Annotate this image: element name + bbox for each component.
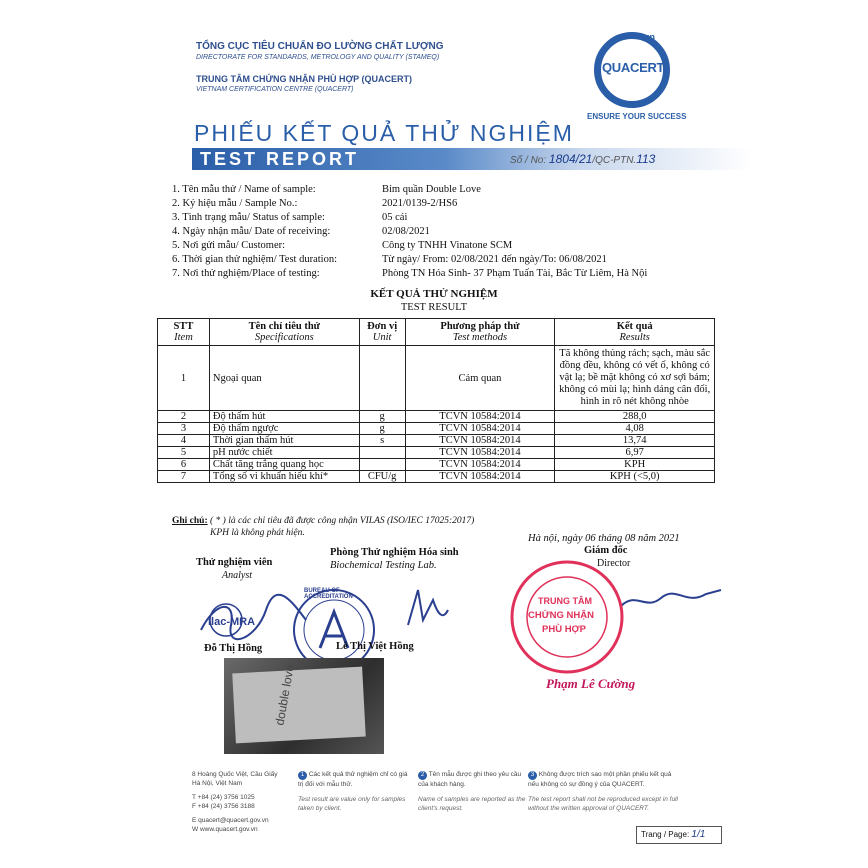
results-title-en: TEST RESULT (400, 302, 468, 313)
table-row: 3 Độ thấm ngược g TCVN 10584:2014 4,08 (158, 423, 715, 435)
report-number: Số / No: 1804/21/QC-PTN.113 (510, 152, 656, 166)
header-result: Kết quả Results (555, 319, 715, 346)
centre-name-en: VIETNAM CERTIFICATION CENTRE (QUACERT) (196, 86, 354, 93)
slogan: ENSURE YOUR SUCCESS (587, 112, 687, 121)
org-name-en: DIRECTORATE FOR STANDARDS, METROLOGY AND QUALITY (STAMEQ) (196, 54, 440, 61)
quacert-logo: un QUACERT (590, 28, 682, 120)
note-line-2: KPH là không phát hiện. (210, 528, 305, 538)
org-name-vn: TỔNG CỤC TIÊU CHUẨN ĐO LƯỜNG CHẤT LƯỢNG (196, 41, 444, 52)
table-row: 5 pH nước chiết TCVN 10584:2014 6,97 (158, 447, 715, 459)
note-line-1: Ghi chú: ( * ) là các chỉ tiêu đã được công nhận VILAS (ISO/IEC 17025:2017) (172, 516, 475, 526)
sample-photo: double love (224, 658, 384, 754)
director-signature (616, 586, 726, 616)
header-method: Phương pháp thử Test methods (405, 319, 555, 346)
accreditation-logo: BUREAU OF ACCREDITATION (290, 586, 378, 674)
director-title-en: Director (597, 558, 631, 569)
title-vn: PHIẾU KẾT QUẢ THỬ NGHIỆM (194, 120, 574, 146)
table-row: 4 Thời gian thấm hút s TCVN 10584:2014 13,74 (158, 435, 715, 447)
analyst-title: Thử nghiệm viên (196, 557, 273, 568)
ilac-mra-logo: ilac-MRA (204, 600, 268, 644)
results-table (157, 318, 715, 483)
director-name: Phạm Lê Cường (546, 676, 636, 691)
table-row: 6 Chất tăng trắng quang học TCVN 10584:2014 KPH (158, 459, 715, 471)
header-stt: STT Item (158, 319, 210, 346)
footer-note-1: 1 Các kết quả thử nghiệm chỉ có giá trị đối với mẫu thử. Test result are value only for samples taken by client. (298, 771, 408, 812)
page-indicator: Trang / Page: 1/1 (636, 826, 722, 844)
lab-title: Phòng Thử nghiệm Hóa sinh (330, 547, 459, 558)
header-unit: Đơn vị Unit (359, 319, 405, 346)
lab-head-name: Lê Thị Việt Hồng (336, 641, 414, 652)
director-title: Giám đốc (584, 545, 628, 556)
results-title-vn: KẾT QUẢ THỬ NGHIỆM (370, 288, 498, 300)
footer-note-3: 3 Không được trích sao một phần phiếu kết quả nếu không có sự đồng ý của QUACERT. The test report shall not be reproduced except in full without the written approval of QUACERT. (528, 771, 678, 812)
title-en: TEST REPORT (200, 149, 360, 169)
footer-note-2: 2 Tên mẫu được ghi theo yêu cầu của khách hàng. Name of samples are reported as the client's request. (418, 771, 526, 812)
footer-contact: 8 Hoàng Quốc Việt, Cầu Giấy Hà Nội, Việt Nam T +84 (24) 3756 1025 F +84 (24) 3756 3188 E quacert@quacert.gov.vn W www.quacert.gov.vn (192, 771, 278, 833)
table-row: 7 Tổng số vi khuẩn hiếu khí* CFU/g TCVN 10584:2014 KPH (<5,0) (158, 471, 715, 483)
centre-name-vn: TRUNG TÂM CHỨNG NHẬN PHÙ HỢP (QUACERT) (196, 74, 412, 84)
header-spec: Tên chỉ tiêu thử Specifications (209, 319, 359, 346)
analyst-name: Đỗ Thị Hồng (204, 643, 263, 654)
red-stamp: TRUNG TÂM CHỨNG NHẬN PHÙ HỢP (508, 558, 626, 676)
table-row: 2 Độ thấm hút g TCVN 10584:2014 288,0 (158, 411, 715, 423)
lab-title-en: Biochemical Testing Lab. (330, 560, 437, 571)
lab-signature (398, 580, 458, 640)
sign-date: Hà nội, ngày 06 tháng 08 năm 2021 (528, 533, 680, 544)
table-header-row (158, 319, 715, 346)
analyst-title-en: Analyst (222, 570, 252, 581)
table-row: 1 Ngoại quan Cảm quan Tã không thủng rách; sạch, màu sắc đồng đều, không có vết ố, không có vật lạ; bề mặt không có xơ sợi bám; không có mùi lạ; hình dáng cân đối, hình in rõ nét không nhòe (158, 346, 715, 411)
